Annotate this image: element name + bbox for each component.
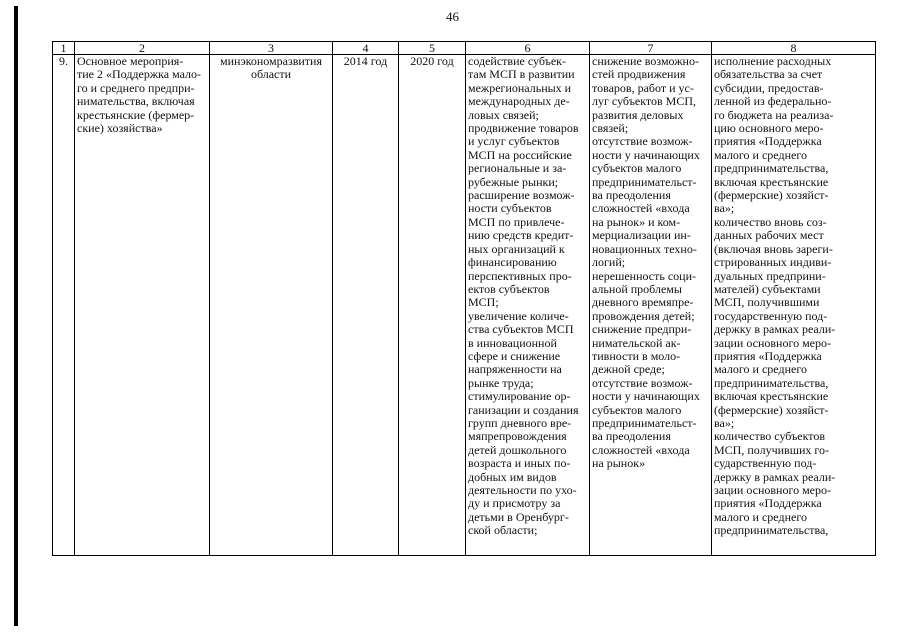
text-line: Основное мероприя- [77,54,184,68]
text-line: обязательства за счет [714,67,823,82]
text-line: предпринимательства, [714,375,829,390]
text-line: зации основного меро- [714,483,832,497]
text-line: сложностей «входа [592,442,690,457]
text-line: развития деловых [592,107,684,122]
text-line: крестьянские (фермер- [77,107,195,122]
text-line: стей продвижения [592,67,686,82]
header-cell-1: 1 [53,42,75,55]
text-line: тие 2 «Поддержка мало- [77,67,202,82]
text-line: рынке труда; [468,375,534,390]
text-line: зации основного меро- [714,335,832,350]
text-line: нимательской ак- [592,335,681,350]
text-line: расширение возмож- [468,188,575,203]
text-line: государственную под- [714,308,828,323]
consequences-cell [590,55,712,556]
text-line: субъектов малого [592,161,682,176]
table-row [53,55,876,556]
text-line: го бюджета на реализа- [714,107,834,122]
end-year-cell: 2020 год [399,55,466,556]
text-line: МСП, получившими [714,295,820,310]
text-line: дневного времяпре- [592,295,694,310]
text-line: (фермерские) хозяйст- [714,402,829,417]
text-line: на рынок» и ком- [592,214,681,229]
text-line: провождения детей; [592,308,695,323]
text-line: малого и среднего [714,509,807,524]
text-line: ных организаций к [468,241,565,256]
text-line: ектов субъектов [468,281,550,296]
text-line: цию основного меро- [714,121,824,136]
text-line: держку в рамках реали- [714,469,836,484]
row-number-cell: 9. [53,55,75,556]
text-line: данных рабочих мест [714,228,824,243]
text-line: отсутствие возмож- [592,134,693,149]
text-line: субсидии, предостав- [714,80,824,95]
text-line: количество вновь соз- [714,214,827,229]
text-line: на рынок» [592,456,646,471]
text-line: продвижение товаров [468,121,579,136]
indicators-cell [712,55,876,556]
text-line: сложностей «входа [592,201,690,216]
text-line: альной проблемы [592,281,682,296]
text-line: ловых связей; [468,107,539,122]
text-line: сударственную под- [714,456,817,471]
text-line: МСП; [468,295,499,310]
text-line: ленной из федерально- [714,94,832,109]
text-line: региональные и за- [468,161,567,176]
text-line: логий; [592,255,626,270]
text-line: и услуг субъектов [468,134,560,149]
text-line: добных им видов [468,469,557,484]
text-line: дуальных предприни- [714,268,826,283]
text-line: ности у начинающих [592,389,700,404]
text-line: напряженности на [468,362,562,377]
text-line: нимательства, включая [77,94,195,109]
header-cell-5: 5 [399,42,466,55]
text-line: (включая вновь зареги- [714,241,833,256]
header-cell-2: 2 [75,42,210,55]
text-line: ности субъектов [468,201,552,216]
text-line: предпринимательст- [592,174,697,189]
text-line: нию средств кредит- [468,228,574,243]
text-line: нерешенность соци- [592,268,696,283]
header-cell-8: 8 [712,42,876,55]
text-line: дежной среде; [592,362,665,377]
text-line: луг субъектов МСП, [592,94,697,109]
text-line: сфере и снижение [468,348,561,363]
text-line: предпринимательст- [592,415,697,430]
text-line: новационных техно- [592,241,697,256]
text-line: включая крестьянские [714,389,829,404]
text-line: ганизации и создания [468,402,579,417]
text-line: МСП по привлече- [468,214,565,229]
header-cell-7: 7 [590,42,712,55]
header-cell-6: 6 [466,42,590,55]
text-line: предпринимательства, [714,161,829,176]
executor-cell: минэкономразвития области [210,55,333,556]
text-line: стимулирование ор- [468,389,571,404]
text-line: перспективных про- [468,268,572,283]
text-line: ва преодоления [592,429,671,444]
text-line: мерциализации ин- [592,228,691,243]
text-line: ду и присмотру за [468,496,561,511]
text-line: рубежные рынки; [468,174,559,189]
text-line: малого и среднего [714,362,807,377]
text-line: стрированных индиви- [714,255,832,270]
text-line: ва преодоления [592,188,671,203]
text-line: ства субъектов МСП [468,322,574,337]
text-line: МСП на российские [468,147,572,162]
program-measures-table [52,41,876,556]
text-line: тивности в моло- [592,348,681,363]
text-line: содействие субъек- [468,54,566,68]
text-line: товаров, работ и ус- [592,80,694,95]
text-line: межрегиональных и [468,80,572,95]
text-line: держку в рамках реали- [714,322,836,337]
header-cell-4: 4 [333,42,399,55]
text-line: приятия «Поддержка [714,134,822,149]
text-line: в инновационной [468,335,557,350]
header-cell-3: 3 [210,42,333,55]
text-line: приятия «Поддержка [714,348,822,363]
start-year-cell: 2014 год [333,55,399,556]
text-line: ва»; [714,201,735,216]
text-line: малого и среднего [714,147,807,162]
text-line: ности у начинающих [592,147,700,162]
text-line: детьми в Оренбург- [468,509,569,524]
page-number: 46 [446,9,459,24]
text-line: ской области; [468,523,538,538]
text-line: го и среднего предпри- [77,80,195,95]
text-line: финансированию [468,255,557,270]
text-line: возраста и иных по- [468,456,571,471]
expected-results-cell [466,55,590,556]
text-line: групп дневного вре- [468,415,572,430]
header-row [53,42,876,55]
text-line: мателей) субъектами [714,281,821,296]
text-line: предпринимательства, [714,523,829,538]
text-line: отсутствие возмож- [592,375,693,390]
text-line: деятельности по ухо- [468,483,577,497]
text-line: связей; [592,121,629,136]
text-line: снижение предпри- [592,322,692,337]
text-line: ва»; [714,415,735,430]
text-line: снижение возможно- [592,54,699,68]
text-line: (фермерские) хозяйст- [714,188,829,203]
text-line: увеличение количе- [468,308,569,323]
text-line: мяпрепровождения [468,429,567,444]
text-line: МСП, получивших го- [714,442,829,457]
text-line: ские) хозяйства» [77,121,163,136]
text-line: включая крестьянские [714,174,829,189]
text-line: исполнение расходных [714,54,832,68]
text-line: детей дошкольного [468,442,567,457]
text-line: субъектов малого [592,402,682,417]
text-line: там МСП в развитии [468,67,575,82]
binding-margin-bar [14,6,18,626]
text-line: международных де- [468,94,570,109]
text-line: приятия «Поддержка [714,496,822,511]
measure-name-cell [75,55,210,556]
text-line: количество субъектов [714,429,826,444]
